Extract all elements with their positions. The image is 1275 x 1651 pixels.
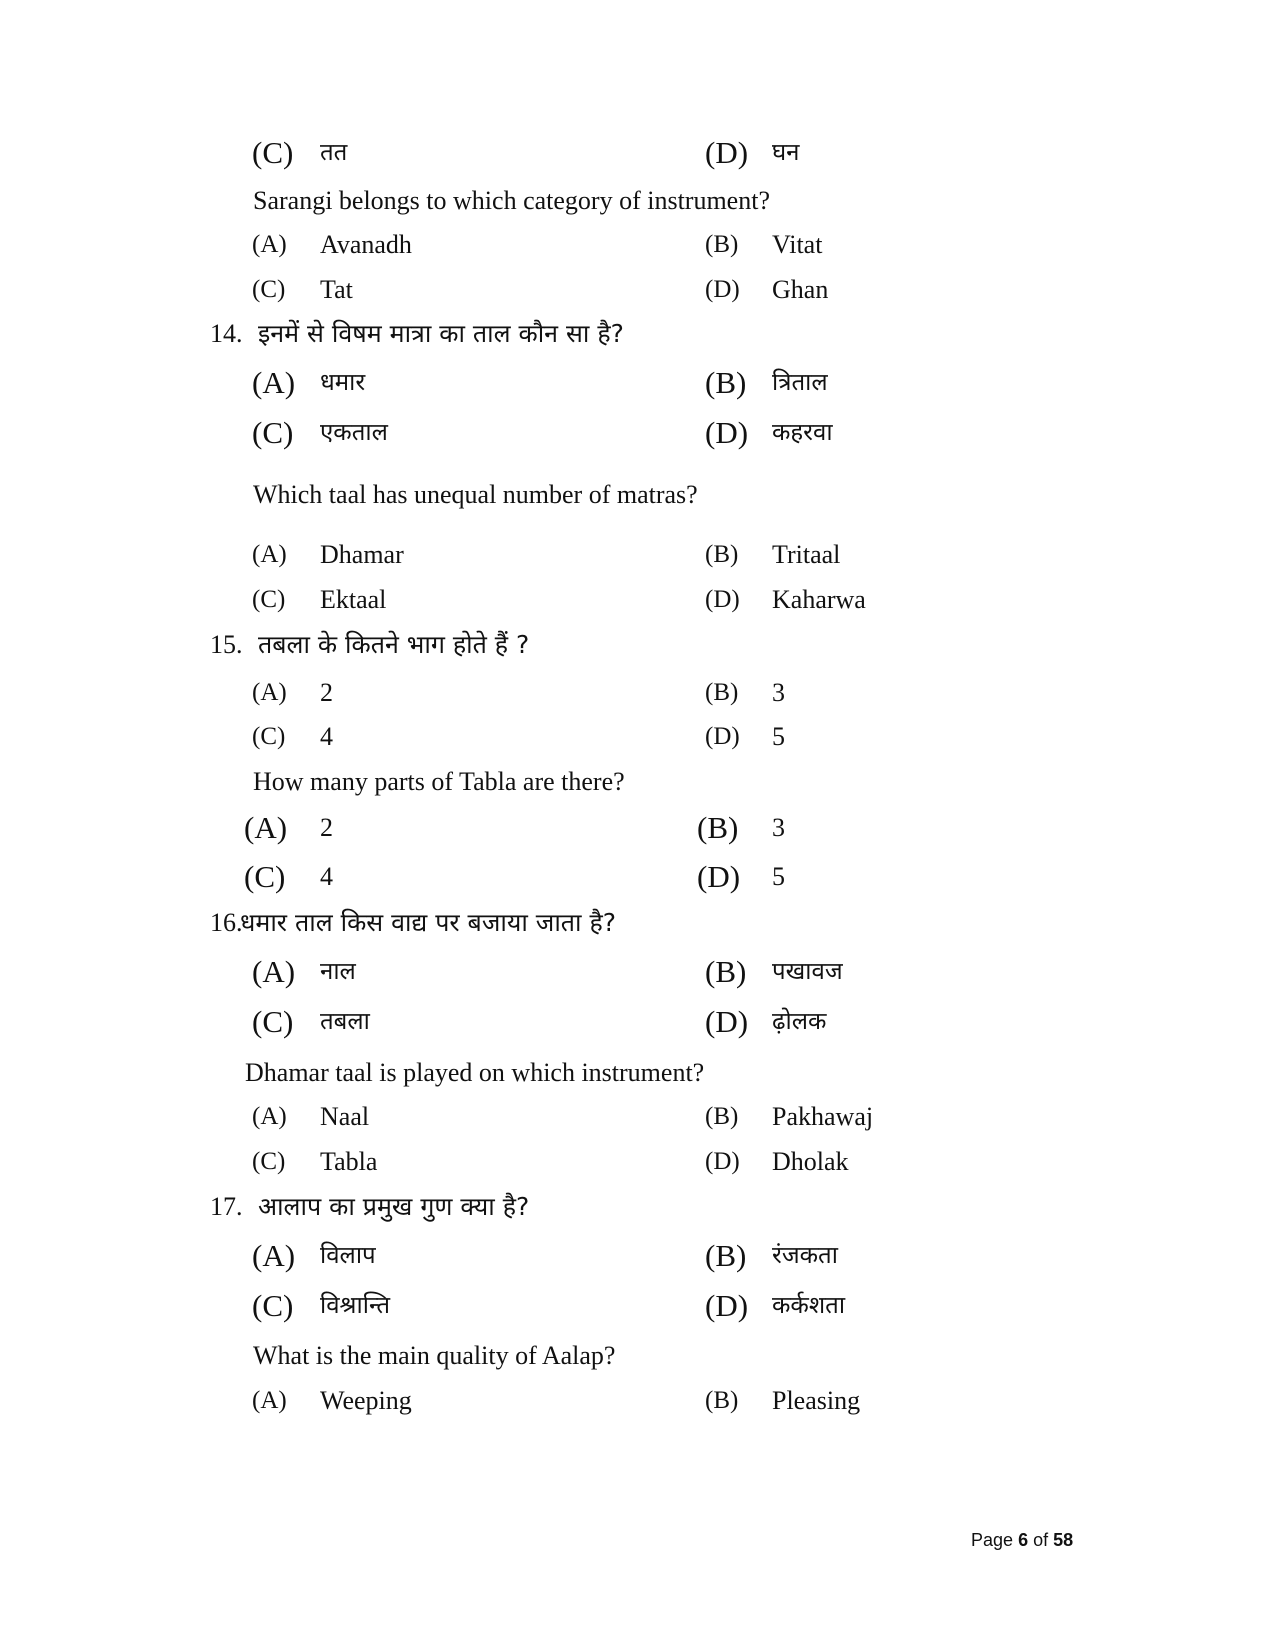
option-text: 5 [772, 722, 785, 751]
option-label: (B) [705, 954, 747, 989]
option-text: Tat [320, 275, 353, 304]
question-number: 17. [210, 1192, 243, 1221]
question-number: 16. [210, 908, 243, 937]
option-text: 4 [320, 862, 333, 891]
option-label: (B) [705, 231, 739, 258]
option-text: Weeping [320, 1386, 412, 1415]
option-text: विलाप [320, 1241, 376, 1269]
option-text: Tritaal [772, 540, 841, 569]
option-label: (D) [705, 723, 740, 750]
option-label: (C) [252, 586, 286, 613]
option-text: Avanadh [320, 230, 412, 259]
option-text: ढ़ोलक [772, 1007, 827, 1035]
option-text: Vitat [772, 230, 823, 259]
option-text: Pakhawaj [772, 1102, 874, 1131]
option-text: 2 [320, 678, 333, 707]
option-text: Kaharwa [772, 585, 866, 614]
option-text: Tabla [320, 1147, 378, 1176]
option-label: (D) [705, 1148, 740, 1175]
question-text: What is the main quality of Aalap? [253, 1341, 616, 1370]
option-text: 3 [772, 813, 785, 842]
option-label: (D) [705, 586, 740, 613]
option-label: (A) [252, 679, 287, 706]
page-of: of [1033, 1530, 1049, 1550]
option-label: (A) [252, 1238, 296, 1273]
question-text: तबला के कितने भाग होते हैं ? [258, 630, 530, 659]
option-text: नाल [320, 957, 356, 985]
option-label: (A) [252, 954, 296, 989]
option-label: (B) [705, 679, 739, 706]
option-text: विश्रान्ति [320, 1291, 391, 1319]
option-text: धमार [320, 368, 366, 396]
option-text: एकताल [320, 418, 388, 446]
page-prefix: Page [971, 1530, 1014, 1550]
option-label: (A) [252, 1387, 287, 1414]
option-label: (D) [697, 859, 741, 894]
option-label: (B) [705, 1387, 739, 1414]
option-label: (C) [252, 1148, 286, 1175]
option-text: Naal [320, 1102, 370, 1131]
option-label: (C) [252, 276, 286, 303]
option-text: पखावज [772, 957, 843, 985]
option-label: (D) [705, 1288, 749, 1323]
option-label: (C) [252, 1288, 294, 1323]
option-label: (D) [705, 1004, 749, 1039]
page-total: 58 [1053, 1530, 1074, 1550]
option-text: रंजकता [772, 1241, 838, 1269]
question-text: How many parts of Tabla are there? [253, 767, 625, 796]
option-label: (A) [252, 1103, 287, 1130]
option-label: (C) [252, 135, 294, 170]
question-text: Which taal has unequal number of matras? [253, 480, 698, 509]
option-text: 3 [772, 678, 785, 707]
option-label: (D) [705, 135, 749, 170]
option-text: Dhamar [320, 540, 404, 569]
option-text: Ektaal [320, 585, 387, 614]
option-label: (B) [697, 810, 739, 845]
option-label: (C) [252, 1004, 294, 1039]
option-text: Pleasing [772, 1386, 861, 1415]
option-label: (D) [705, 415, 749, 450]
option-label: (B) [705, 1103, 739, 1130]
option-label: (D) [705, 276, 740, 303]
option-text: 4 [320, 722, 333, 751]
option-text: Ghan [772, 275, 829, 304]
option-text: कर्कशता [772, 1291, 846, 1319]
option-text: 2 [320, 813, 333, 842]
question-number: 15. [210, 630, 243, 659]
option-text: 5 [772, 862, 785, 891]
question-text: इनमें से विषम मात्रा का ताल कौन सा है? [258, 319, 624, 348]
option-text: तत [320, 138, 348, 166]
option-label: (B) [705, 541, 739, 568]
option-label: (B) [705, 365, 747, 400]
question-text: Sarangi belongs to which category of instrument? [253, 186, 770, 215]
option-text: कहरवा [772, 418, 833, 446]
page-current: 6 [1018, 1530, 1029, 1550]
option-label: (C) [252, 415, 294, 450]
question-text: धमार ताल किस वाद्य पर बजाया जाता है? [240, 908, 617, 937]
option-label: (C) [252, 723, 286, 750]
option-label: (A) [252, 231, 287, 258]
question-number: 14. [210, 319, 243, 348]
page-footer [971, 1530, 1073, 1551]
question-text: आलाप का प्रमुख गुण क्या है? [258, 1192, 530, 1221]
question-text: Dhamar taal is played on which instrument? [245, 1058, 705, 1087]
option-text: तबला [320, 1007, 370, 1035]
option-text: Dholak [772, 1147, 849, 1176]
option-label: (A) [252, 541, 287, 568]
option-label: (A) [252, 365, 296, 400]
option-text: घन [772, 138, 800, 166]
option-label: (C) [244, 859, 286, 894]
option-label: (A) [244, 810, 288, 845]
option-label: (B) [705, 1238, 747, 1273]
option-text: त्रिताल [772, 368, 828, 396]
